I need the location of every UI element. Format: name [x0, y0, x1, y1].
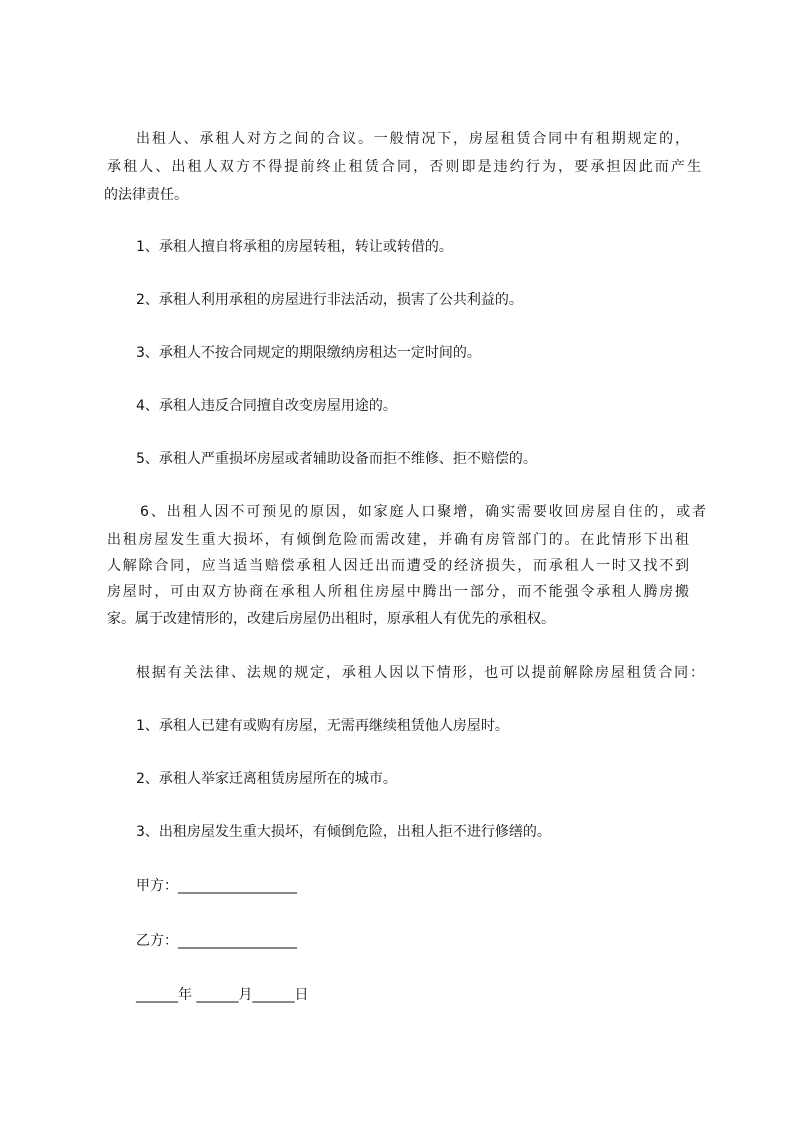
clause-item-6-line-4: 房屋时，可由双方协商在承租人所租住房屋中腾出一部分，而不能强令承租人腾房搬	[107, 584, 689, 600]
clause-item-4: 4、承租人违反合同擅自改变房屋用途的。	[136, 398, 397, 414]
intro-line-3: 的法律责任。	[104, 187, 188, 203]
intro-line-2: 承租人、出租人双方不得提前终止租赁合同，否则即是违约行为，要承担因此而产生	[107, 159, 701, 175]
party-b-signature: 乙方：_________________	[136, 933, 297, 949]
clause-item-3: 3、承租人不按合同规定的期限缴纳房租达一定时间的。	[136, 345, 481, 361]
clause-item-6-line-2: 出租房屋发生重大损坏，有倾倒危险而需改建，并确有房管部门的。在此情形下出租	[107, 532, 689, 548]
tenant-item-1: 1、承租人已建有或购有房屋，无需再继续租赁他人房屋时。	[136, 718, 509, 734]
tenant-intro: 根据有关法律、法规的规定，承租人因以下情形，也可以提前解除房屋租赁合同：	[136, 665, 704, 681]
clause-item-6-line-3: 人解除合同，应当适当赔偿承租人因迁出而遭受的经济损失，而承租人一时又找不到	[107, 558, 689, 574]
signature-date: ______年 ______月______日	[136, 987, 309, 1003]
clause-item-5: 5、承租人严重损坏房屋或者辅助设备而拒不维修、拒不赔偿的。	[136, 451, 537, 467]
party-a-signature: 甲方：_________________	[136, 878, 297, 894]
clause-item-1: 1、承租人擅自将承租的房屋转租，转让或转借的。	[136, 239, 453, 255]
tenant-item-2: 2、承租人举家迁离租赁房屋所在的城市。	[136, 771, 397, 787]
clause-item-6-line-1: 6、出租人因不可预见的原因，如家庭人口聚增，确实需要收回房屋自住的，或者	[140, 504, 706, 520]
clause-item-2: 2、承租人利用承租的房屋进行非法活动，损害了公共利益的。	[136, 292, 523, 308]
intro-line-1: 出租人、承租人对方之间的合议。一般情况下，房屋租赁合同中有租期规定的，	[136, 131, 689, 147]
tenant-item-3: 3、出租房屋发生重大损坏，有倾倒危险，出租人拒不进行修缮的。	[136, 824, 551, 840]
clause-item-6-line-5: 家。属于改建情形的，改建后房屋仍出租时，原承租人有优先的承租权。	[107, 611, 555, 627]
